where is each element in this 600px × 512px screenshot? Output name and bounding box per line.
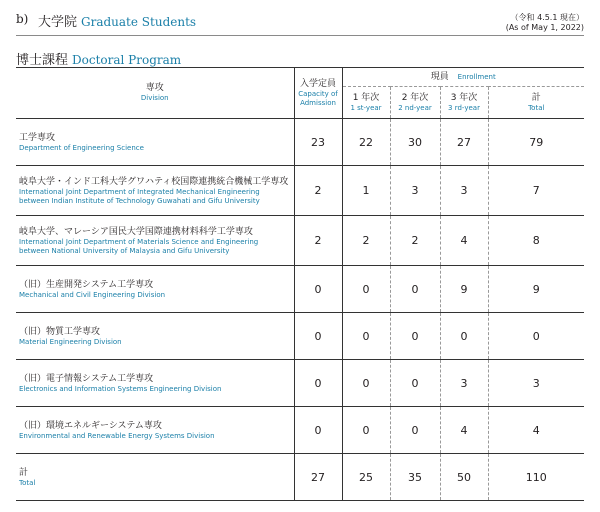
row-capacity: 0 [294, 407, 342, 454]
row-year3: 3 [440, 166, 488, 216]
header-department-en: Division [140, 94, 169, 102]
header-department [16, 68, 294, 119]
header-year1-en: 1 st-year [350, 103, 382, 112]
section-header [16, 8, 584, 36]
header-enrollment-ja: 現員 [430, 71, 449, 82]
row-year2: 0 [390, 360, 440, 407]
row-department [16, 313, 294, 360]
row-year3: 27 [440, 119, 488, 166]
header-total-ja: 計 [531, 92, 541, 103]
row-department [16, 407, 294, 454]
row-department-en: Department of Engineering Science [19, 143, 144, 152]
row-year1: 0 [342, 266, 390, 313]
header-year3-ja: 3 年次 [450, 92, 478, 103]
as-of-date-en: (As of May 1, 2022) [505, 23, 584, 32]
row-total: 3 [488, 360, 584, 407]
row-department [16, 166, 294, 216]
table-row [16, 216, 584, 266]
row-department [16, 360, 294, 407]
header-year1-ja: 1 年次 [352, 92, 380, 103]
row-total: 4 [488, 407, 584, 454]
row-capacity: 2 [294, 166, 342, 216]
header-year3 [440, 87, 488, 119]
header-total-en: Total [528, 103, 545, 112]
header-divider [16, 35, 584, 36]
section-label: b) [16, 12, 29, 26]
table-row [16, 407, 584, 454]
table-row [16, 119, 584, 166]
row-department-ja: 工学専攻 [19, 132, 56, 143]
program-title [16, 49, 181, 68]
row-department-en: Mechanical and Civil Engineering Division [19, 290, 166, 299]
row-department-ja: 岐阜大学・インド工科大学グワハティ校国際連携統合機械工学専攻 [19, 176, 289, 187]
header-capacity [294, 68, 342, 119]
program-title-ja: 博士課程 [16, 53, 69, 68]
header-department-ja: 専攻 [145, 83, 164, 93]
row-total: 0 [488, 313, 584, 360]
row-year1: 22 [342, 119, 390, 166]
row-capacity: 23 [294, 119, 342, 166]
row-department-ja: （旧）電子情報システム工学専攻 [19, 373, 154, 384]
enrollment-table [16, 67, 584, 501]
row-department [16, 119, 294, 166]
header-enrollment [342, 68, 584, 87]
row-year3: 9 [440, 266, 488, 313]
row-capacity: 0 [294, 266, 342, 313]
table-row [16, 360, 584, 407]
row-year2: 35 [390, 454, 440, 501]
row-year2: 0 [390, 266, 440, 313]
row-department-en: Total [19, 478, 36, 487]
header-year2 [390, 87, 440, 119]
row-department-ja: 計 [19, 467, 29, 478]
row-year3: 50 [440, 454, 488, 501]
row-year2: 0 [390, 313, 440, 360]
row-year1: 1 [342, 166, 390, 216]
header-total [488, 87, 584, 119]
header-year2-ja: 2 年次 [401, 92, 429, 103]
row-department-ja: （旧）環境エネルギーシステム専攻 [19, 420, 162, 431]
row-total: 79 [488, 119, 584, 166]
row-capacity: 0 [294, 313, 342, 360]
row-year3: 0 [440, 313, 488, 360]
row-year3: 3 [440, 360, 488, 407]
row-department [16, 454, 294, 501]
row-capacity: 0 [294, 360, 342, 407]
row-year2: 0 [390, 407, 440, 454]
header-capacity-en: Capacity of Admission [298, 89, 338, 107]
row-year3: 4 [440, 216, 488, 266]
row-year1: 0 [342, 313, 390, 360]
row-department-en: Environmental and Renewable Energy Systems Division [19, 431, 215, 440]
as-of-date [506, 13, 584, 33]
row-year3: 4 [440, 407, 488, 454]
row-department-ja: （旧）物質工学専攻 [19, 326, 101, 337]
row-year1: 0 [342, 360, 390, 407]
row-capacity: 2 [294, 216, 342, 266]
row-department [16, 266, 294, 313]
row-total: 9 [488, 266, 584, 313]
header-year1 [342, 87, 390, 119]
row-department-en: International Joint Department of Materials Science and Engineering between National University of Malaysia and Gifu University [19, 237, 259, 255]
row-year2: 2 [390, 216, 440, 266]
row-capacity: 27 [294, 454, 342, 501]
header-capacity-ja: 入学定員 [299, 78, 336, 89]
table-row-total [16, 454, 584, 501]
row-department-en: Material Engineering Division [19, 337, 122, 346]
section-title-ja: 大学院 [38, 15, 78, 30]
row-year1: 2 [342, 216, 390, 266]
header-year3-en: 3 rd-year [448, 103, 480, 112]
table-row [16, 313, 584, 360]
row-department-en: International Joint Department of Integrated Mechanical Engineering between Indian Institute of Technology Guwahati and Gifu University [19, 187, 260, 205]
program-title-en: Doctoral Program [72, 53, 182, 67]
section-title [38, 11, 196, 30]
row-department-ja: 岐阜大学、マレーシア国民大学国際連携材料科学工学専攻 [19, 226, 253, 237]
row-department [16, 216, 294, 266]
row-total: 8 [488, 216, 584, 266]
row-year1: 0 [342, 407, 390, 454]
row-year2: 30 [390, 119, 440, 166]
row-year2: 3 [390, 166, 440, 216]
header-year2-en: 2 nd-year [398, 103, 432, 112]
row-year1: 25 [342, 454, 390, 501]
header-enrollment-en: Enrollment [457, 72, 496, 81]
row-department-en: Electronics and Information Systems Engineering Division [19, 384, 222, 393]
section-title-en: Graduate Students [81, 15, 197, 29]
row-total: 110 [488, 454, 584, 501]
table-row [16, 266, 584, 313]
as-of-date-ja: （令和 4.5.1 現在） [510, 13, 584, 22]
table-row [16, 166, 584, 216]
row-total: 7 [488, 166, 584, 216]
row-department-ja: （旧）生産開発システム工学専攻 [19, 279, 154, 290]
